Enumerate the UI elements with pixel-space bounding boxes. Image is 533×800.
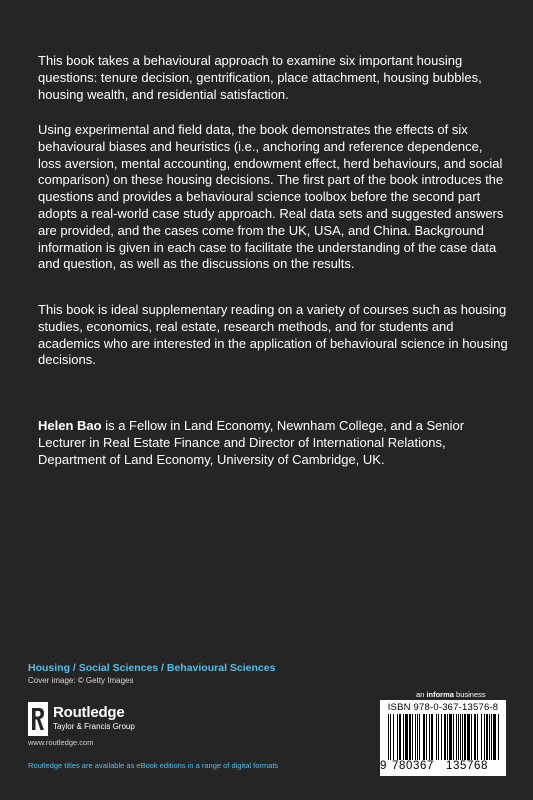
barcode-bar bbox=[444, 714, 446, 760]
barcode-bar bbox=[471, 714, 472, 760]
barcode-bar bbox=[456, 714, 457, 760]
barcode-bar bbox=[409, 714, 411, 760]
barcode-bar bbox=[390, 714, 391, 760]
barcode-bar bbox=[449, 714, 452, 760]
barcode-bar bbox=[397, 714, 398, 760]
barcode-bar bbox=[464, 714, 466, 760]
barcode-bar bbox=[489, 714, 490, 760]
barcode-bar bbox=[441, 714, 442, 760]
barcode-bar bbox=[460, 714, 461, 760]
publisher-name: Routledge bbox=[53, 704, 125, 721]
barcode-bar bbox=[429, 714, 430, 760]
barcode-bar bbox=[467, 714, 470, 760]
barcode-bar bbox=[393, 714, 394, 760]
routledge-logo-icon bbox=[28, 702, 48, 736]
author-bio-text: is a Fellow in Land Economy, Newnham College, and a Senior Lecturer in Real Estate Finance and Director of International Relations, Department of Land Economy, University of Cambridge, UK. bbox=[38, 418, 465, 467]
informa-word: informa bbox=[426, 690, 454, 699]
informa-prefix: an bbox=[416, 690, 427, 699]
ebook-note: Routledge titles are available as eBook editions in a range of digital formats bbox=[28, 761, 279, 770]
barcode-bar bbox=[438, 714, 439, 760]
publisher-subtitle: Taylor & Francis Group bbox=[53, 722, 135, 731]
barcode-bar bbox=[493, 714, 496, 760]
barcode-bar bbox=[423, 714, 425, 760]
barcode-digit-group-1: 780367 bbox=[392, 760, 434, 772]
barcode-bar bbox=[484, 714, 485, 760]
barcode-digit-first: 9 bbox=[380, 760, 387, 772]
barcode-bar bbox=[447, 714, 448, 760]
subject-categories: Housing / Social Sciences / Behavioural Sciences bbox=[28, 662, 276, 674]
isbn-text: ISBN 978-0-367-13576-8 bbox=[387, 702, 499, 713]
barcode-bar bbox=[458, 714, 459, 760]
publisher-logo bbox=[28, 702, 148, 742]
barcode-bar bbox=[486, 714, 488, 760]
barcode-bar bbox=[498, 714, 499, 760]
blurb-paragraph-1: This book takes a behavioural approach to examine six important housing questions: tenure decision, gentrification, place attachment, housing bubbles, housing wealth, and residential satisfaction. bbox=[38, 53, 482, 102]
blurb-paragraph-3: This book is ideal supplementary reading on a variety of courses such as housing studies, economics, real estate, research methods, and for students and academics who are interested in the application of behavioural science in housing decisions. bbox=[38, 302, 508, 368]
barcode-bar bbox=[453, 714, 454, 760]
barcode-bar bbox=[388, 714, 389, 760]
barcode-bar bbox=[417, 714, 418, 760]
barcode-bar bbox=[415, 714, 416, 760]
barcode-bar bbox=[426, 714, 427, 760]
barcode-bar bbox=[412, 714, 413, 760]
isbn-barcode bbox=[380, 700, 506, 776]
barcode-bars bbox=[388, 714, 500, 760]
publisher-website: www.routledge.com bbox=[28, 738, 94, 747]
blurb-paragraph-2: Using experimental and field data, the book demonstrates the effects of six behavioural biases and heuristics (i.e., anchoring and reference dependence, loss aversion, mental accounting, endowment effect, herd behaviours, and social comparison) on these housing decisions. The first part of the book introduces the questions and provides a behavioural science toolbox before the second part adopts a real-world case study approach. Real data sets and suggested answers are provided, and the cases come from the UK, USA, and China. Background information is given in each case to facilitate the understanding of the case data and question, as well as the discussions on the results. bbox=[38, 122, 504, 272]
barcode-bar bbox=[403, 714, 404, 760]
barcode-bar bbox=[405, 714, 408, 760]
barcode-bar bbox=[419, 714, 420, 760]
barcode-bar bbox=[462, 714, 463, 760]
barcode-digit-group-2: 135768 bbox=[446, 760, 488, 772]
informa-business-tagline bbox=[416, 690, 486, 699]
author-bio bbox=[38, 418, 508, 468]
barcode-bar bbox=[436, 714, 437, 760]
cover-image-credit: Cover image: © Getty Images bbox=[28, 676, 134, 685]
barcode-bar bbox=[431, 714, 433, 760]
barcode-bar bbox=[491, 714, 492, 760]
barcode-bar bbox=[481, 714, 482, 760]
barcode-bar bbox=[399, 714, 401, 760]
author-name: Helen Bao bbox=[38, 418, 102, 433]
informa-suffix: business bbox=[453, 690, 486, 699]
barcode-bar bbox=[477, 714, 478, 760]
barcode-bar bbox=[474, 714, 476, 760]
